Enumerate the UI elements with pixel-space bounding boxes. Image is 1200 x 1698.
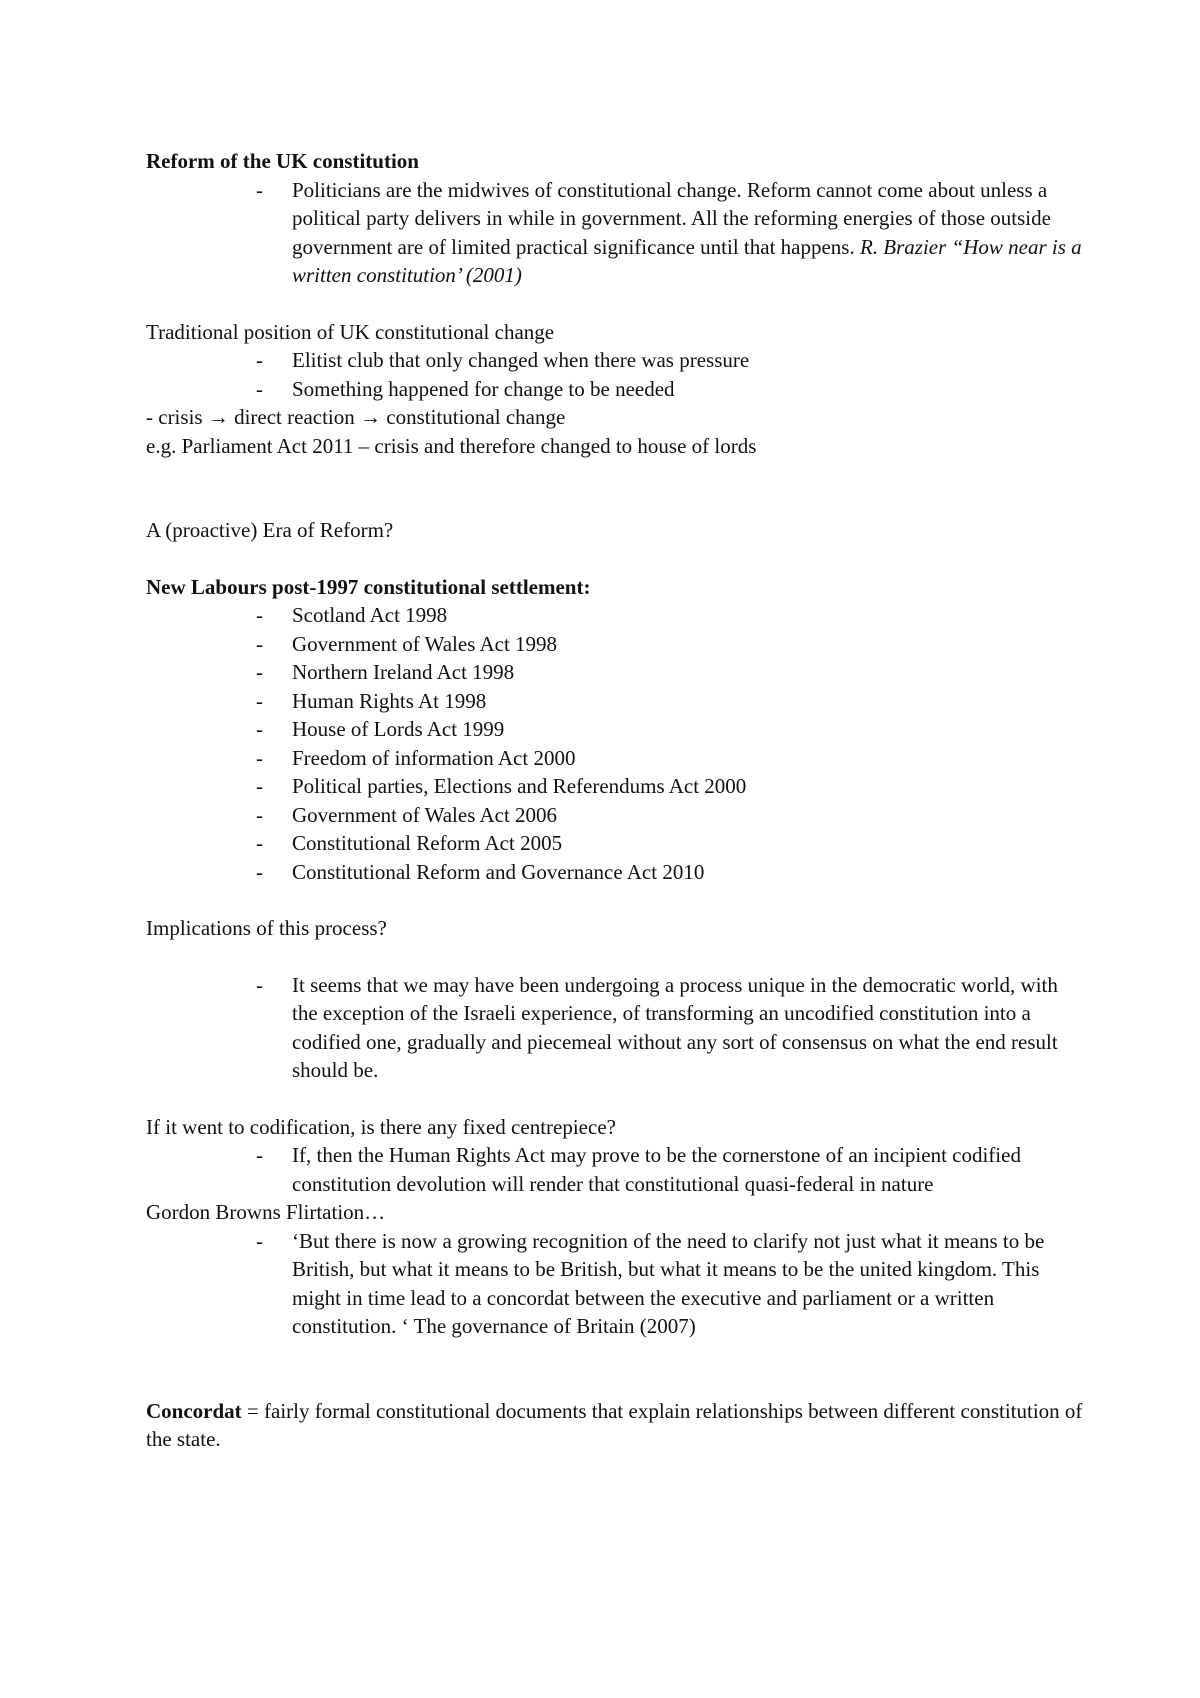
list-item	[146, 658, 1086, 687]
list-item-text: Elitist club that only changed when there was pressure	[292, 348, 750, 372]
parliament-act-example: e.g. Parliament Act 2011 – crisis and therefore changed to house of lords	[146, 433, 757, 458]
codification-list	[146, 1141, 1086, 1198]
bullet-dash: -	[256, 1228, 263, 1253]
list-item	[146, 346, 1086, 375]
bullet-dash: -	[256, 745, 263, 770]
bullet-dash: -	[256, 376, 263, 401]
act-name: Human Rights At 1998	[292, 688, 487, 713]
list-item	[146, 744, 1086, 773]
list-item	[146, 971, 1086, 1085]
bullet-dash: -	[256, 177, 263, 202]
flow-prefix: - crisis	[146, 405, 203, 429]
list-item	[146, 801, 1086, 830]
flow-step-constitutional-change: constitutional change	[386, 405, 566, 429]
list-item-text: Something happened for change to be needed	[292, 376, 675, 401]
implications-list	[146, 971, 1086, 1085]
bullet-dash: -	[256, 603, 263, 627]
bullet-dash: -	[256, 348, 263, 372]
list-item	[146, 630, 1086, 659]
act-name: Freedom of information Act 2000	[292, 745, 576, 770]
acts-list	[146, 601, 1086, 886]
bullet-dash: -	[256, 802, 263, 827]
bullet-dash: -	[256, 660, 263, 684]
heading-era-of-reform: A (proactive) Era of Reform?	[146, 518, 394, 542]
bullet-dash: -	[256, 717, 263, 741]
bullet-dash: -	[256, 859, 263, 884]
bullet-dash: -	[256, 1143, 263, 1167]
act-name: Constitutional Reform and Governance Act 2010	[292, 859, 705, 884]
document-content	[146, 147, 1086, 1454]
bullet-dash: -	[256, 774, 263, 798]
list-item	[146, 715, 1086, 744]
list-item-text: It seems that we may have been undergoing a process unique in the democratic world, with the exception of the Israeli experience, of transforming an uncodified constitution into a codified one, gradually and piecemeal without any sort of consensus on what the end result should be.	[292, 972, 1058, 1082]
crisis-flow-line	[146, 403, 1086, 432]
act-name: Northern Ireland Act 1998	[292, 660, 515, 684]
list-item	[146, 858, 1086, 887]
heading-implications: Implications of this process?	[146, 916, 387, 940]
arrow-right-icon: →	[360, 405, 382, 429]
flow-step-direct-reaction: direct reaction	[234, 405, 355, 429]
heading-gordon-brown: Gordon Browns Flirtation…	[146, 1200, 386, 1224]
list-item-text: ‘But there is now a growing recognition of the need to clarify not just what it means to be British, but what it means to be British, but what it means to be the united kingdom. This might in time lead to a concordat between the executive and parliament or a written constitution. ‘ The governance of Britain (2007)	[292, 1228, 1045, 1338]
bullet-dash: -	[256, 972, 263, 997]
gordon-brown-list	[146, 1227, 1086, 1341]
concordat-definition-text: = fairly formal constitutional documents that explain relationships between different constitution of the state.	[146, 1398, 1083, 1451]
act-name: Constitutional Reform Act 2005	[292, 831, 563, 855]
act-name: Political parties, Elections and Referendums Act 2000	[292, 774, 747, 798]
reform-quote-list	[146, 176, 1086, 290]
brazier-quote-citation: R. Brazier “How near is a written constitution’ (2001)	[292, 234, 1082, 287]
bullet-dash: -	[256, 831, 263, 855]
list-item	[146, 601, 1086, 630]
heading-new-labour-settlement: New Labours post-1997 constitutional settlement:	[146, 574, 591, 599]
concordat-term: Concordat	[146, 1398, 242, 1423]
list-item	[146, 375, 1086, 404]
concordat-definition	[146, 1397, 1086, 1454]
heading-codification-centrepiece: If it went to codification, is there any fixed centrepiece?	[146, 1114, 616, 1139]
brazier-quote-text: Politicians are the midwives of constitutional change. Reform cannot come about unless a political party delivers in while in government. All the reforming energies of those outside government are of limited practical significance until that happens.	[292, 177, 1051, 259]
act-name: House of Lords Act 1999	[292, 717, 505, 741]
act-name: Government of Wales Act 1998	[292, 631, 558, 656]
list-item	[146, 176, 1086, 290]
bullet-dash: -	[256, 688, 263, 713]
act-name: Scotland Act 1998	[292, 603, 448, 627]
list-item	[146, 772, 1086, 801]
traditional-position-list	[146, 346, 1086, 403]
list-item	[146, 829, 1086, 858]
list-item	[146, 1227, 1086, 1341]
list-item	[146, 687, 1086, 716]
heading-traditional-position: Traditional position of UK constitutional change	[146, 319, 555, 344]
arrow-right-icon: →	[207, 405, 229, 429]
list-item-text: If, then the Human Rights Act may prove to be the cornerstone of an incipient codified constitution devolution will render that constitutional quasi-federal in nature	[292, 1143, 1021, 1196]
act-name: Government of Wales Act 2006	[292, 802, 558, 827]
list-item	[146, 1141, 1086, 1198]
heading-reform-uk-constitution: Reform of the UK constitution	[146, 149, 419, 173]
bullet-dash: -	[256, 631, 263, 656]
